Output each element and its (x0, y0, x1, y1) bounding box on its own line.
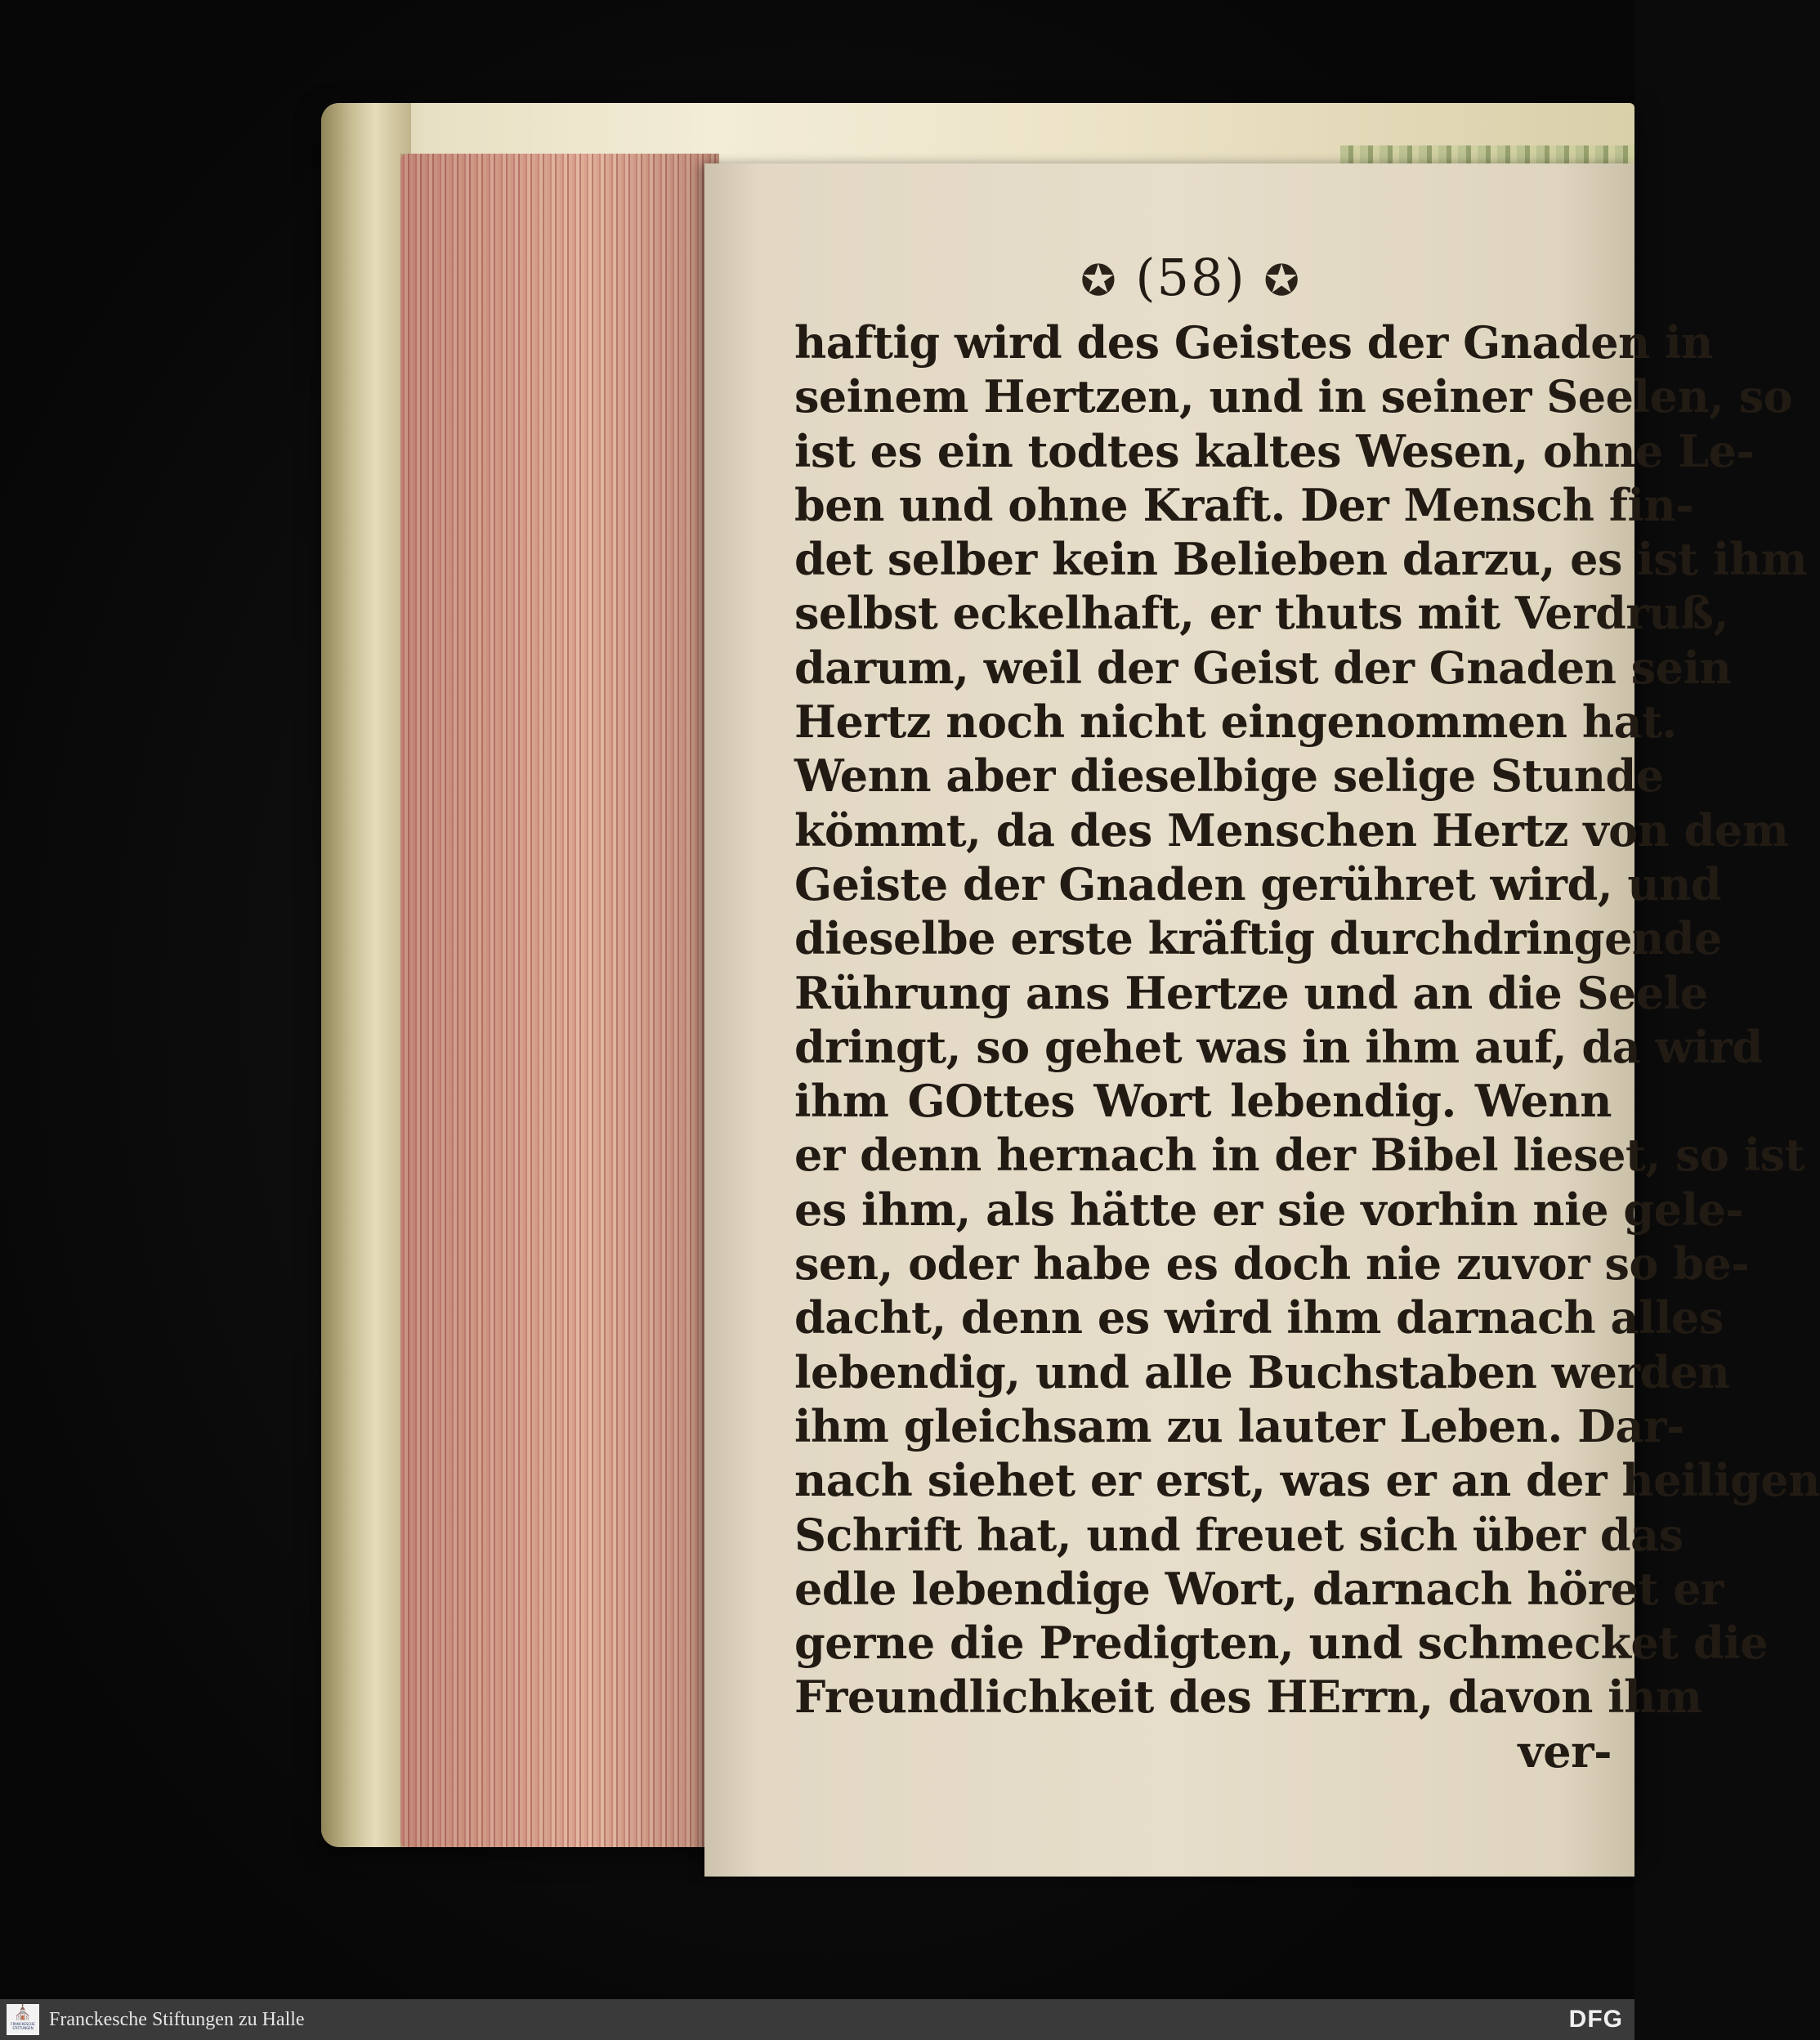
text-line: kömmt, da des Menschen Hertz von dem (794, 803, 1789, 857)
page-edges (400, 154, 719, 1847)
book-spine (321, 103, 411, 1847)
viewer-footer (0, 1999, 1634, 2040)
book-page (704, 163, 1820, 1877)
page-content (794, 245, 1820, 1778)
text-line: er denn hernach in der Bibel lieset, so ist (794, 1129, 1805, 1182)
funder-logo: DFG (1568, 2006, 1623, 2033)
text-line: darum, weil der Geist der Gnaden sein (794, 641, 1732, 694)
text-line: gerne die Predigten, und schmecket die (794, 1617, 1769, 1670)
logo-text: FRANCKESCHE STIFTUNGEN (11, 2022, 35, 2030)
text-line: Rührung ans Hertze und an die Seele (794, 966, 1708, 1019)
text-line: es ihm, als hätte er sie vorhin nie gele- (794, 1183, 1744, 1236)
page-header (770, 245, 1612, 314)
text-line: dieselbe erste kräftig durchdringende (794, 912, 1722, 965)
text-line: selbst eckelhaft, er thuts mit Verdruß, (794, 587, 1728, 640)
text-line: Wenn aber dieselbige selige Stunde (794, 749, 1664, 803)
text-line: Freundlichkeit des HErrn, davon ihm (794, 1671, 1702, 1724)
text-line: Hertz noch nicht eingenommen hat. (794, 696, 1677, 749)
text-line: ihm GOttes Wort lebendig. Wenn (794, 1075, 1612, 1128)
text-line: ver- (1518, 1725, 1612, 1778)
ornament-right-icon: ✪ (1263, 257, 1301, 306)
text-line: edle lebendige Wort, darnach höret er (794, 1562, 1724, 1615)
text-line: Schrift hat, und freuet sich über das (794, 1508, 1684, 1561)
text-line: dacht, denn es wird ihm darnach alles (794, 1291, 1724, 1344)
ornament-left-icon: ✪ (1080, 257, 1118, 306)
foundation-emblem-icon: ⛪ FRANCKESCHE STIFTUNGEN (7, 2004, 39, 2035)
text-line: Geiste der Gnaden gerühret wird, und (794, 857, 1722, 910)
text-line: haftig wird des Geistes der Gnaden in (794, 316, 1713, 369)
institution-name: Franckesche Stiftungen zu Halle (49, 2009, 305, 2030)
text-line: nach siehet er erst, was er an der heiligen (794, 1454, 1820, 1507)
text-line: ihm gleichsam zu lauter Leben. Dar- (794, 1399, 1684, 1452)
text-line: lebendig, und alle Buchstaben werden (794, 1345, 1730, 1398)
text-line: det selber kein Belieben darzu, es ist ihm (794, 533, 1808, 586)
text-line: ben und ohne Kraft. Der Mensch fin- (794, 478, 1694, 531)
text-line: dringt, so gehet was in ihm auf, da wird (794, 1020, 1763, 1073)
text-line: seinem Hertzen, und in seiner Seelen, so (794, 370, 1793, 423)
page-number: (58) (1135, 248, 1246, 307)
text-line: sen, oder habe es doch nie zuvor so be- (794, 1237, 1750, 1291)
page-text (794, 315, 1820, 1778)
text-line: ist es ein todtes kaltes Wesen, ohne Le- (794, 424, 1755, 477)
